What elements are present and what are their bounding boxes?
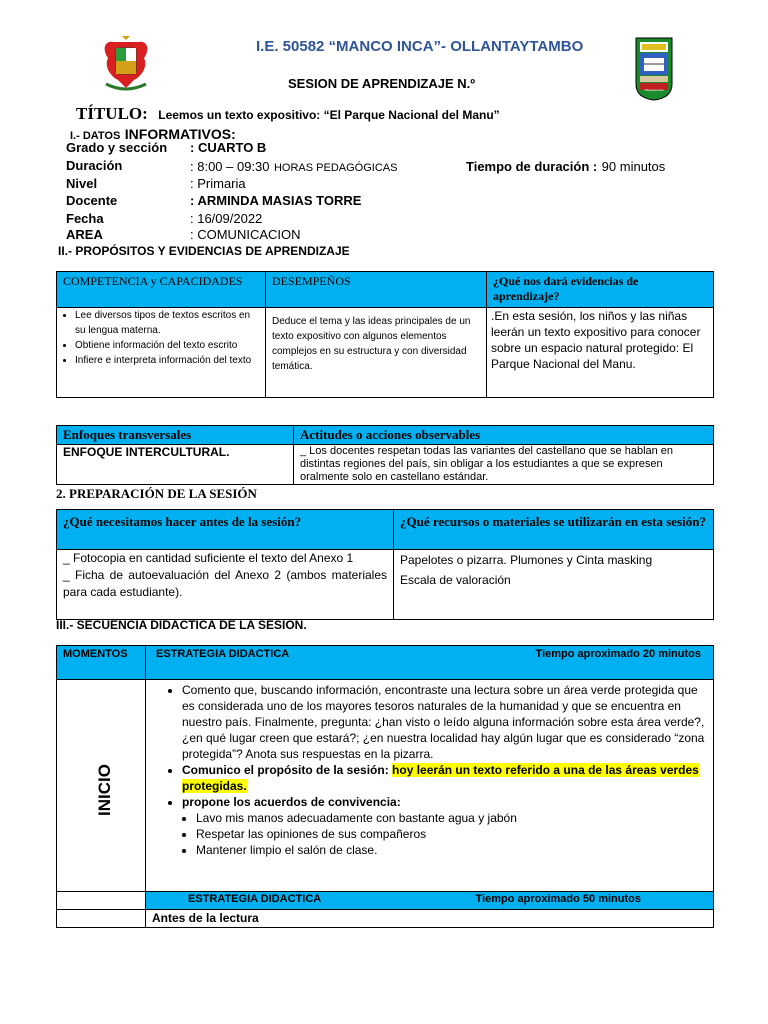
preparacion-col1: ¿Qué necesitamos hacer antes de la sesión?	[57, 510, 394, 550]
datos-label-area: AREA	[66, 227, 103, 242]
enfoques-header-row	[57, 426, 714, 445]
school-name: I.E. 50582 “MANCO INCA”- OLLANTAYTAMBO	[256, 38, 584, 55]
datos-label-fecha: Fecha	[66, 211, 104, 226]
antes-item: _ Fotocopia en cantidad suficiente el texto del Anexo 1	[63, 551, 354, 565]
proposito-header-row	[57, 272, 714, 308]
inicio-item-proposito	[182, 762, 707, 794]
section2-heading: II.- PROPÓSITOS Y EVIDENCIAS DE APRENDIZAJE	[58, 244, 350, 258]
datos-duracion	[190, 158, 397, 176]
enfoques-body-row	[57, 445, 714, 485]
proposito-intro: Comunico el propósito de la sesión:	[182, 763, 389, 777]
enfoques-col1: Enfoques transversales	[57, 426, 294, 445]
preparacion-heading: 2. PREPARACIÓN DE LA SESIÓN	[56, 486, 257, 501]
proposito-highlight: hoy leerán un texto referido a una de las áreas verdes protegidas.	[182, 763, 699, 793]
evidencia-cell: .En esta sesión, los niños y las niñas leerán un texto expositivo para conocer sobre un espacio natural protegido: El Parque Nacional del Manu.	[487, 308, 714, 398]
proposito-col1: COMPETENCIA y CAPACIDADES	[57, 272, 266, 308]
preparacion-body-row	[57, 550, 714, 620]
momentos-header: MOMENTOS	[57, 646, 146, 680]
acuerdo-item: • Lavo mis manos adecuadamente con bastante agua y jabón	[196, 810, 707, 826]
datos-duracion-extra: HORAS PEDAGÓGICAS	[273, 162, 398, 174]
inicio-row	[57, 680, 714, 892]
tiempo-1: Tiempo aproximado 20 minutos	[535, 648, 701, 660]
datos-heading-big: INFORMATIVOS:	[124, 126, 236, 142]
recursos-cell	[394, 550, 714, 620]
antes-lectura-row	[57, 910, 714, 928]
titulo-label: TÍTULO:	[76, 104, 148, 123]
datos-value-fecha: : 16/09/2022	[190, 211, 263, 226]
enfoques-table	[56, 425, 714, 485]
datos-label-duracion: Duración	[66, 158, 123, 173]
proposito-body-row	[57, 308, 714, 398]
peru-coat-of-arms-icon	[100, 36, 152, 92]
session-title: SESION DE APRENDIZAJE N.º	[288, 76, 476, 91]
preparacion-header-row	[57, 510, 714, 550]
enfoques-col2: Actitudes o acciones observables	[294, 426, 714, 445]
desarrollo-empty	[57, 892, 146, 910]
estrategia-label: ESTRATEGIA DIDACTICA	[156, 648, 290, 660]
datos-label-nivel: Nivel	[66, 176, 98, 191]
datos-value-grado: : CUARTO B	[190, 140, 267, 155]
proposito-col3: ¿Qué nos dará evidencias de aprendizaje?	[487, 272, 714, 308]
preparacion-table	[56, 509, 714, 620]
secuencia-header-row	[57, 646, 714, 680]
datos-label-grado: Grado y sección	[66, 140, 168, 155]
capacidad-item: • Obtiene información del texto escrito	[75, 338, 261, 353]
recurso-item: Papelotes o pizarra. Plumones y Cinta masking	[400, 553, 653, 567]
datos-value-area: : COMUNICACION	[190, 227, 301, 242]
secuencia-table	[56, 645, 714, 928]
secuencia-heading: III.- SECUENCIA DIDACTICA DE LA SESION.	[56, 618, 307, 632]
titulo-line	[76, 104, 500, 124]
desarrollo-header-row	[57, 892, 714, 910]
antes-lectura: Antes de la lectura	[146, 910, 714, 928]
proposito-col2: DESEMPEÑOS	[266, 272, 487, 308]
recurso-item: Escala de valoración	[400, 573, 511, 587]
enfoque-cell: ENFOQUE INTERCULTURAL.	[57, 445, 294, 485]
datos-heading-small: I.- DATOS	[70, 130, 121, 142]
antes-cell	[57, 550, 394, 620]
antes-item: _ Ficha de autoevaluación del Anexo 2 (ambos materiales para cada estudiante).	[63, 568, 387, 599]
antes-lectura-empty	[57, 910, 146, 928]
inicio-content	[146, 680, 714, 892]
desarrollo-header	[146, 892, 714, 910]
acuerdo-item: • Mantener limpio el salón de clase.	[196, 842, 707, 858]
inicio-label: INICIO	[94, 764, 114, 816]
capacidades-cell	[57, 308, 266, 398]
estrategia2-label: ESTRATEGIA DIDACTICA	[188, 893, 322, 905]
tiempo-2: Tiempo aproximado 50 minutos	[475, 893, 641, 905]
capacidad-item: • Infiere e interpreta información del texto	[75, 353, 261, 368]
tiempo-value: 90 minutos	[601, 159, 666, 174]
crest-caption: Ollantaytambo	[644, 88, 664, 92]
tiempo-label: Tiempo de duración :	[466, 159, 598, 174]
tiempo-duracion	[466, 158, 665, 176]
datos-label-docente: Docente	[66, 193, 118, 208]
acuerdo-item: • Respetar las opiniones de sus compañeros	[196, 826, 707, 842]
actitud-cell: _ Los docentes respetan todas las variantes del castellano que se hablan en distintas regiones del país, sin obligar a los estudiantes a que se expresen oralmente solo en castellano estándar.	[294, 445, 714, 485]
preparacion-col2: ¿Qué recursos o materiales se utilizarán en esta sesión?	[394, 510, 714, 550]
district-crest-icon	[634, 36, 674, 102]
inicio-cell	[57, 680, 146, 892]
capacidad-item: • Lee diversos tipos de textos escritos en su lengua materna.	[75, 308, 261, 338]
datos-value-nivel: : Primaria	[190, 176, 246, 191]
estrategia-header	[146, 646, 714, 680]
proposito-table	[56, 271, 714, 398]
inicio-item: • Comento que, buscando información, encontraste una lectura sobre un área verde protegida que es considerada uno de los mayores tesoros naturales de la humanidad y que se encuentra en nuestro país. Finalmente, pregunta: ¿han visto o leído alguna información sobre esta área verde?, ¿en qué lugar creen que estará?; ¿en nuestra localidad hay algún lugar que es considerado “zona protegida”? Anota sus respuestas en la pizarra.	[182, 682, 707, 762]
datos-value-docente: : ARMINDA MASIAS TORRE	[190, 193, 362, 208]
inicio-item-acuerdos: • propone los acuerdos de convivencia:	[182, 794, 707, 810]
titulo-text: Leemos un texto expositivo: “El Parque Nacional del Manu”	[158, 108, 500, 122]
desempeno-cell: Deduce el tema y las ideas principales de un texto expositivo con algunos elementos complejos en su estructura y con diversidad temática.	[266, 308, 487, 398]
datos-value-duracion: : 8:00 – 09:30	[190, 159, 270, 174]
